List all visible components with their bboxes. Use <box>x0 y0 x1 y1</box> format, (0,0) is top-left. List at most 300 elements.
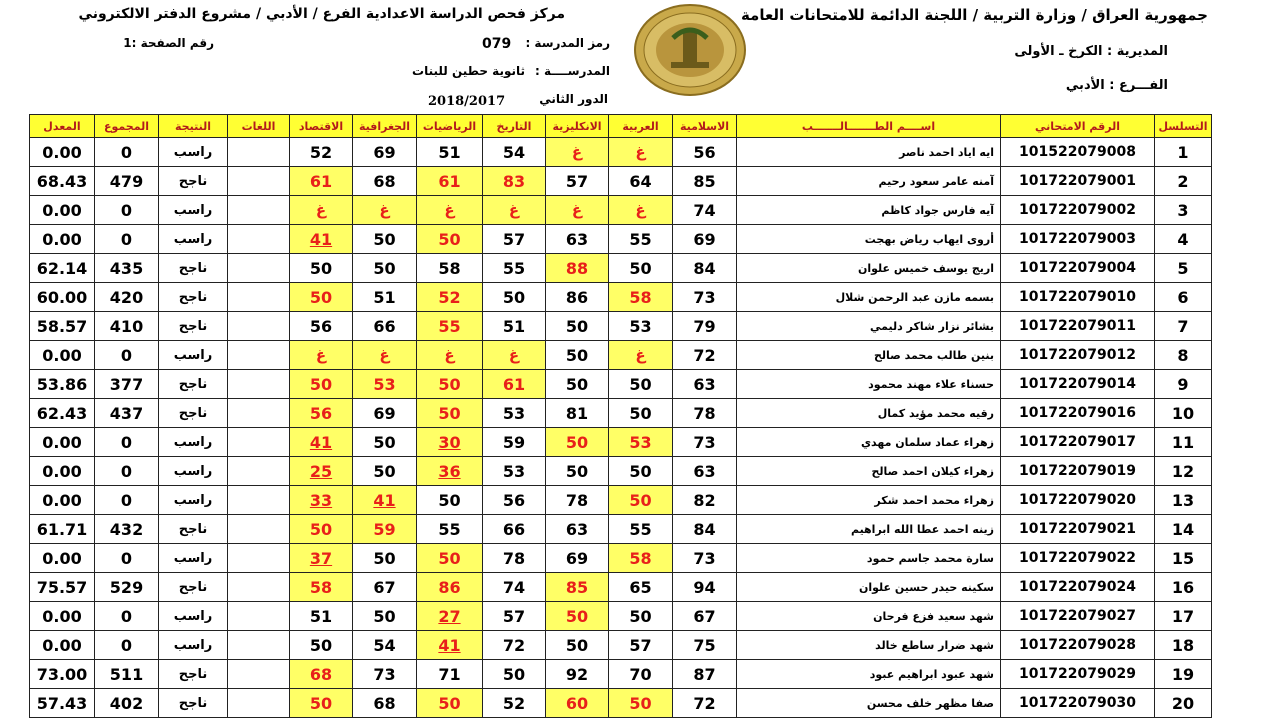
serial-cell: 13 <box>1155 486 1212 515</box>
exam-round: الدور الثاني <box>539 92 608 106</box>
grade-cell: 68 <box>290 660 353 689</box>
grade-cell: 50 <box>290 254 353 283</box>
grade-cell: 55 <box>417 312 483 341</box>
total-cell: 437 <box>95 399 159 428</box>
grade-cell: 74 <box>673 196 737 225</box>
exam-number-cell: 101722079001 <box>1001 167 1155 196</box>
grade-cell: غ <box>609 196 673 225</box>
student-name-cell: آمنه عامر سعود رحيم <box>737 167 1001 196</box>
school-code-label: رمز المدرسة : <box>525 36 610 50</box>
result-cell: راسب <box>159 631 228 660</box>
total-cell: 0 <box>95 428 159 457</box>
average-cell: 0.00 <box>30 428 95 457</box>
exam-number-cell: 101722079004 <box>1001 254 1155 283</box>
grades-table <box>29 114 1212 718</box>
grade-cell: 74 <box>483 573 546 602</box>
column-header: العربية <box>609 115 673 138</box>
grade-cell: 59 <box>353 515 417 544</box>
grade-cell: 57 <box>609 631 673 660</box>
grade-cell: 78 <box>673 399 737 428</box>
grade-cell: 50 <box>609 457 673 486</box>
grade-cell: 72 <box>673 689 737 718</box>
grade-cell <box>228 573 290 602</box>
grade-cell: 86 <box>546 283 609 312</box>
grade-cell: 50 <box>546 631 609 660</box>
grade-cell: 50 <box>353 254 417 283</box>
grade-cell: 84 <box>673 254 737 283</box>
table-row <box>30 225 1212 254</box>
grade-cell: 61 <box>417 167 483 196</box>
grade-cell: غ <box>417 341 483 370</box>
result-cell: ناجح <box>159 515 228 544</box>
student-name-cell: شهد سعيد فزع فرحان <box>737 602 1001 631</box>
grade-cell: 25 <box>290 457 353 486</box>
average-cell: 62.43 <box>30 399 95 428</box>
grade-cell: 69 <box>353 399 417 428</box>
grade-cell: 58 <box>609 544 673 573</box>
exam-number-cell: 101722079021 <box>1001 515 1155 544</box>
column-header: الانكليزية <box>546 115 609 138</box>
grade-cell: 79 <box>673 312 737 341</box>
serial-cell: 7 <box>1155 312 1212 341</box>
center-title: مركز فحص الدراسة الاعدادية الفرع / الأدبي / مشروع الدفتر الالكتروني <box>78 6 565 22</box>
grade-cell: 87 <box>673 660 737 689</box>
academic-year: 2018/2017 <box>428 94 506 109</box>
grade-cell: 50 <box>290 515 353 544</box>
exam-number-cell: 101722079024 <box>1001 573 1155 602</box>
grade-cell <box>228 515 290 544</box>
grade-cell <box>228 138 290 167</box>
exam-number-cell: 101522079008 <box>1001 138 1155 167</box>
grade-cell: 73 <box>673 428 737 457</box>
grade-cell <box>228 399 290 428</box>
grade-cell: 53 <box>609 428 673 457</box>
grade-cell: 50 <box>417 689 483 718</box>
grade-cell: 85 <box>673 167 737 196</box>
serial-cell: 14 <box>1155 515 1212 544</box>
grade-cell: 73 <box>673 544 737 573</box>
result-cell: ناجح <box>159 573 228 602</box>
grade-cell: 36 <box>417 457 483 486</box>
total-cell: 0 <box>95 196 159 225</box>
grade-cell: 63 <box>673 370 737 399</box>
grade-cell: 64 <box>609 167 673 196</box>
total-cell: 0 <box>95 138 159 167</box>
column-header: الجغرافية <box>353 115 417 138</box>
grade-cell: 66 <box>353 312 417 341</box>
grade-cell: 27 <box>417 602 483 631</box>
total-cell: 0 <box>95 341 159 370</box>
grade-cell: 75 <box>673 631 737 660</box>
grade-cell: 50 <box>546 370 609 399</box>
average-cell: 60.00 <box>30 283 95 312</box>
serial-cell: 12 <box>1155 457 1212 486</box>
grade-cell: غ <box>483 341 546 370</box>
grade-cell: 50 <box>546 602 609 631</box>
student-name-cell: زهراء عماد سلمان مهدي <box>737 428 1001 457</box>
school-label: المدرســــة : <box>535 64 610 78</box>
average-cell: 73.00 <box>30 660 95 689</box>
grade-cell: 50 <box>546 457 609 486</box>
grade-cell: 85 <box>546 573 609 602</box>
table-row <box>30 341 1212 370</box>
total-cell: 479 <box>95 167 159 196</box>
grade-cell: 50 <box>546 341 609 370</box>
grade-cell: 57 <box>483 602 546 631</box>
grade-cell <box>228 660 290 689</box>
grade-cell: 56 <box>290 312 353 341</box>
grade-cell: 59 <box>483 428 546 457</box>
grade-cell: 50 <box>290 689 353 718</box>
grade-cell: 94 <box>673 573 737 602</box>
exam-number-cell: 101722079017 <box>1001 428 1155 457</box>
grade-cell: 63 <box>546 515 609 544</box>
branch-label: الفـــرع : الأدبي <box>1065 78 1168 93</box>
grade-cell: 53 <box>609 312 673 341</box>
serial-cell: 6 <box>1155 283 1212 312</box>
serial-cell: 16 <box>1155 573 1212 602</box>
grade-cell: 67 <box>673 602 737 631</box>
column-header: النتيجة <box>159 115 228 138</box>
grade-cell: 55 <box>609 515 673 544</box>
grade-cell: 53 <box>353 370 417 399</box>
grade-cell: 58 <box>417 254 483 283</box>
grade-cell: 50 <box>417 544 483 573</box>
table-row <box>30 660 1212 689</box>
grade-cell: 41 <box>353 486 417 515</box>
table-header-row <box>30 115 1212 138</box>
student-name-cell: صفا مظهر خلف محسن <box>737 689 1001 718</box>
total-cell: 435 <box>95 254 159 283</box>
average-cell: 62.14 <box>30 254 95 283</box>
grade-cell <box>228 254 290 283</box>
grade-cell: 50 <box>290 370 353 399</box>
grade-cell: 51 <box>483 312 546 341</box>
exam-number-cell: 101722079002 <box>1001 196 1155 225</box>
total-cell: 0 <box>95 602 159 631</box>
average-cell: 0.00 <box>30 225 95 254</box>
grade-cell: 50 <box>417 399 483 428</box>
grade-cell: 50 <box>353 457 417 486</box>
grade-cell: غ <box>483 196 546 225</box>
grade-cell: 72 <box>483 631 546 660</box>
result-cell: راسب <box>159 486 228 515</box>
table-row <box>30 602 1212 631</box>
grade-cell: غ <box>353 196 417 225</box>
grade-cell: 83 <box>483 167 546 196</box>
result-cell: ناجح <box>159 399 228 428</box>
grade-cell: 53 <box>483 399 546 428</box>
table-row <box>30 689 1212 718</box>
result-cell: راسب <box>159 341 228 370</box>
grade-cell <box>228 283 290 312</box>
student-name-cell: شهد ضرار ساطع خالد <box>737 631 1001 660</box>
exam-number-cell: 101722079028 <box>1001 631 1155 660</box>
grade-cell: 54 <box>483 138 546 167</box>
table-row <box>30 515 1212 544</box>
grade-cell: 78 <box>483 544 546 573</box>
grade-cell: 70 <box>609 660 673 689</box>
grade-cell: 50 <box>546 428 609 457</box>
serial-cell: 17 <box>1155 602 1212 631</box>
table-row <box>30 544 1212 573</box>
grade-cell: غ <box>609 341 673 370</box>
student-name-cell: ايه اياد احمد ناصر <box>737 138 1001 167</box>
table-row <box>30 486 1212 515</box>
grade-cell: 58 <box>290 573 353 602</box>
average-cell: 0.00 <box>30 138 95 167</box>
grade-cell: 56 <box>290 399 353 428</box>
school-code-value: 079 <box>482 36 512 52</box>
grade-cell: 72 <box>673 341 737 370</box>
table-row <box>30 138 1212 167</box>
grade-cell <box>228 370 290 399</box>
grade-cell: 78 <box>546 486 609 515</box>
exam-number-cell: 101722079029 <box>1001 660 1155 689</box>
grade-cell: 92 <box>546 660 609 689</box>
grade-cell: 54 <box>353 631 417 660</box>
average-cell: 0.00 <box>30 631 95 660</box>
grade-cell: 60 <box>546 689 609 718</box>
exam-number-cell: 101722079020 <box>1001 486 1155 515</box>
grade-cell <box>228 167 290 196</box>
grade-cell <box>228 225 290 254</box>
grade-cell: 50 <box>417 370 483 399</box>
table-row <box>30 283 1212 312</box>
table-row <box>30 370 1212 399</box>
grade-cell <box>228 486 290 515</box>
exam-number-cell: 101722079012 <box>1001 341 1155 370</box>
grade-cell: 73 <box>673 283 737 312</box>
grade-cell: 50 <box>609 486 673 515</box>
grade-cell <box>228 428 290 457</box>
result-cell: راسب <box>159 544 228 573</box>
table-row <box>30 167 1212 196</box>
grade-cell: 37 <box>290 544 353 573</box>
grade-cell: غ <box>353 341 417 370</box>
grade-cell <box>228 602 290 631</box>
grade-cell: 69 <box>353 138 417 167</box>
student-name-cell: بسمه مازن عبد الرحمن شلال <box>737 283 1001 312</box>
grade-cell: 33 <box>290 486 353 515</box>
grade-cell: 41 <box>417 631 483 660</box>
grade-cell <box>228 689 290 718</box>
serial-cell: 20 <box>1155 689 1212 718</box>
ministry-title: جمهورية العراق / وزارة التربية / اللجنة الدائمة للامتحانات العامة <box>740 6 1208 24</box>
average-cell: 0.00 <box>30 486 95 515</box>
student-name-cell: بشائر نزار شاكر دليمي <box>737 312 1001 341</box>
grade-cell: 50 <box>417 486 483 515</box>
serial-cell: 2 <box>1155 167 1212 196</box>
exam-number-cell: 101722079014 <box>1001 370 1155 399</box>
school-name: ثانوية حطين للبنات <box>412 64 525 78</box>
serial-cell: 9 <box>1155 370 1212 399</box>
grade-cell: 50 <box>483 660 546 689</box>
grade-cell: 53 <box>483 457 546 486</box>
grade-cell: 55 <box>417 515 483 544</box>
grade-cell: 50 <box>483 283 546 312</box>
column-header: الاقتصاد <box>290 115 353 138</box>
grade-cell: 50 <box>290 283 353 312</box>
column-header: الرقم الامتحاني <box>1001 115 1155 138</box>
exam-number-cell: 101722079016 <box>1001 399 1155 428</box>
result-cell: راسب <box>159 138 228 167</box>
grade-cell: 52 <box>483 689 546 718</box>
exam-number-cell: 101722079030 <box>1001 689 1155 718</box>
total-cell: 0 <box>95 486 159 515</box>
average-cell: 0.00 <box>30 196 95 225</box>
grade-cell: 57 <box>546 167 609 196</box>
grade-cell: 50 <box>609 602 673 631</box>
grade-cell: 86 <box>417 573 483 602</box>
grade-cell <box>228 341 290 370</box>
exam-number-cell: 101722079011 <box>1001 312 1155 341</box>
serial-cell: 3 <box>1155 196 1212 225</box>
result-cell: ناجح <box>159 312 228 341</box>
serial-cell: 5 <box>1155 254 1212 283</box>
grade-cell: 88 <box>546 254 609 283</box>
grade-cell: 50 <box>546 312 609 341</box>
grade-cell: 65 <box>609 573 673 602</box>
student-name-cell: رقيه محمد مؤيد كمال <box>737 399 1001 428</box>
grade-cell: 30 <box>417 428 483 457</box>
grade-cell: 41 <box>290 428 353 457</box>
student-name-cell: زهراء محمد احمد شكر <box>737 486 1001 515</box>
total-cell: 420 <box>95 283 159 312</box>
grade-cell: 52 <box>417 283 483 312</box>
grade-cell: 67 <box>353 573 417 602</box>
grade-cell: 50 <box>609 254 673 283</box>
average-cell: 53.86 <box>30 370 95 399</box>
grade-cell: 55 <box>483 254 546 283</box>
grade-cell: 63 <box>546 225 609 254</box>
grade-cell <box>228 457 290 486</box>
serial-cell: 10 <box>1155 399 1212 428</box>
grade-cell: 50 <box>609 689 673 718</box>
table-row <box>30 573 1212 602</box>
grade-cell: 63 <box>673 457 737 486</box>
grade-cell: 69 <box>546 544 609 573</box>
student-name-cell: بنين طالب محمد صالح <box>737 341 1001 370</box>
serial-cell: 11 <box>1155 428 1212 457</box>
table-row <box>30 428 1212 457</box>
result-cell: راسب <box>159 602 228 631</box>
average-cell: 58.57 <box>30 312 95 341</box>
total-cell: 0 <box>95 631 159 660</box>
serial-cell: 8 <box>1155 341 1212 370</box>
grade-cell: 52 <box>290 138 353 167</box>
total-cell: 0 <box>95 457 159 486</box>
column-header: التسلسل <box>1155 115 1212 138</box>
grade-cell: 73 <box>353 660 417 689</box>
student-name-cell: شهد عبود ابراهيم عبود <box>737 660 1001 689</box>
grade-cell: 68 <box>353 167 417 196</box>
exam-number-cell: 101722079003 <box>1001 225 1155 254</box>
grade-cell: 71 <box>417 660 483 689</box>
total-cell: 529 <box>95 573 159 602</box>
average-cell: 75.57 <box>30 573 95 602</box>
total-cell: 410 <box>95 312 159 341</box>
grade-cell: 41 <box>290 225 353 254</box>
exam-number-cell: 101722079027 <box>1001 602 1155 631</box>
result-cell: ناجح <box>159 283 228 312</box>
page-number: رقم الصفحة :1 <box>123 36 214 50</box>
student-name-cell: سكينه حيدر حسين علوان <box>737 573 1001 602</box>
grade-cell: 50 <box>609 370 673 399</box>
average-cell: 0.00 <box>30 544 95 573</box>
column-header: المعدل <box>30 115 95 138</box>
student-name-cell: أروى ايهاب رياض بهجت <box>737 225 1001 254</box>
column-header: المجموع <box>95 115 159 138</box>
grade-cell: 61 <box>483 370 546 399</box>
grade-cell: غ <box>290 341 353 370</box>
grade-cell: 51 <box>353 283 417 312</box>
total-cell: 432 <box>95 515 159 544</box>
student-name-cell: حسناء علاء مهند محمود <box>737 370 1001 399</box>
grade-cell: 50 <box>609 399 673 428</box>
column-header: اللغات <box>228 115 290 138</box>
student-name-cell: زينه احمد عطا الله ابراهيم <box>737 515 1001 544</box>
result-cell: ناجح <box>159 254 228 283</box>
average-cell: 68.43 <box>30 167 95 196</box>
table-row <box>30 254 1212 283</box>
column-header: اســــم الطـــــــالـــــــب <box>737 115 1001 138</box>
serial-cell: 4 <box>1155 225 1212 254</box>
grade-cell: 50 <box>353 225 417 254</box>
total-cell: 0 <box>95 544 159 573</box>
serial-cell: 19 <box>1155 660 1212 689</box>
grade-cell: 56 <box>673 138 737 167</box>
grade-cell <box>228 544 290 573</box>
total-cell: 0 <box>95 225 159 254</box>
result-cell: ناجح <box>159 167 228 196</box>
grade-cell: 81 <box>546 399 609 428</box>
result-cell: راسب <box>159 428 228 457</box>
result-cell: ناجح <box>159 660 228 689</box>
grade-cell: 50 <box>290 631 353 660</box>
grade-cell: 51 <box>290 602 353 631</box>
serial-cell: 18 <box>1155 631 1212 660</box>
total-cell: 511 <box>95 660 159 689</box>
grade-cell: 61 <box>290 167 353 196</box>
grade-cell <box>228 196 290 225</box>
result-cell: راسب <box>159 196 228 225</box>
grade-cell: 58 <box>609 283 673 312</box>
exam-number-cell: 101722079022 <box>1001 544 1155 573</box>
column-header: الرياضيات <box>417 115 483 138</box>
serial-cell: 1 <box>1155 138 1212 167</box>
directorate-label: المديرية : الكرخ ـ الأولى <box>1014 44 1168 59</box>
grade-cell: 84 <box>673 515 737 544</box>
average-cell: 0.00 <box>30 602 95 631</box>
grade-cell: 50 <box>353 602 417 631</box>
student-name-cell: سارة محمد جاسم حمود <box>737 544 1001 573</box>
grade-cell: 69 <box>673 225 737 254</box>
ministry-emblem-icon <box>633 4 747 96</box>
student-name-cell: اريج يوسف خميس علوان <box>737 254 1001 283</box>
grade-cell: 51 <box>417 138 483 167</box>
grade-cell: غ <box>290 196 353 225</box>
average-cell: 0.00 <box>30 457 95 486</box>
column-header: الاسلامية <box>673 115 737 138</box>
grade-cell: غ <box>546 138 609 167</box>
grade-cell: 57 <box>483 225 546 254</box>
column-header: التاريخ <box>483 115 546 138</box>
grade-cell <box>228 631 290 660</box>
exam-number-cell: 101722079010 <box>1001 283 1155 312</box>
grade-cell: 50 <box>353 428 417 457</box>
result-cell: راسب <box>159 225 228 254</box>
